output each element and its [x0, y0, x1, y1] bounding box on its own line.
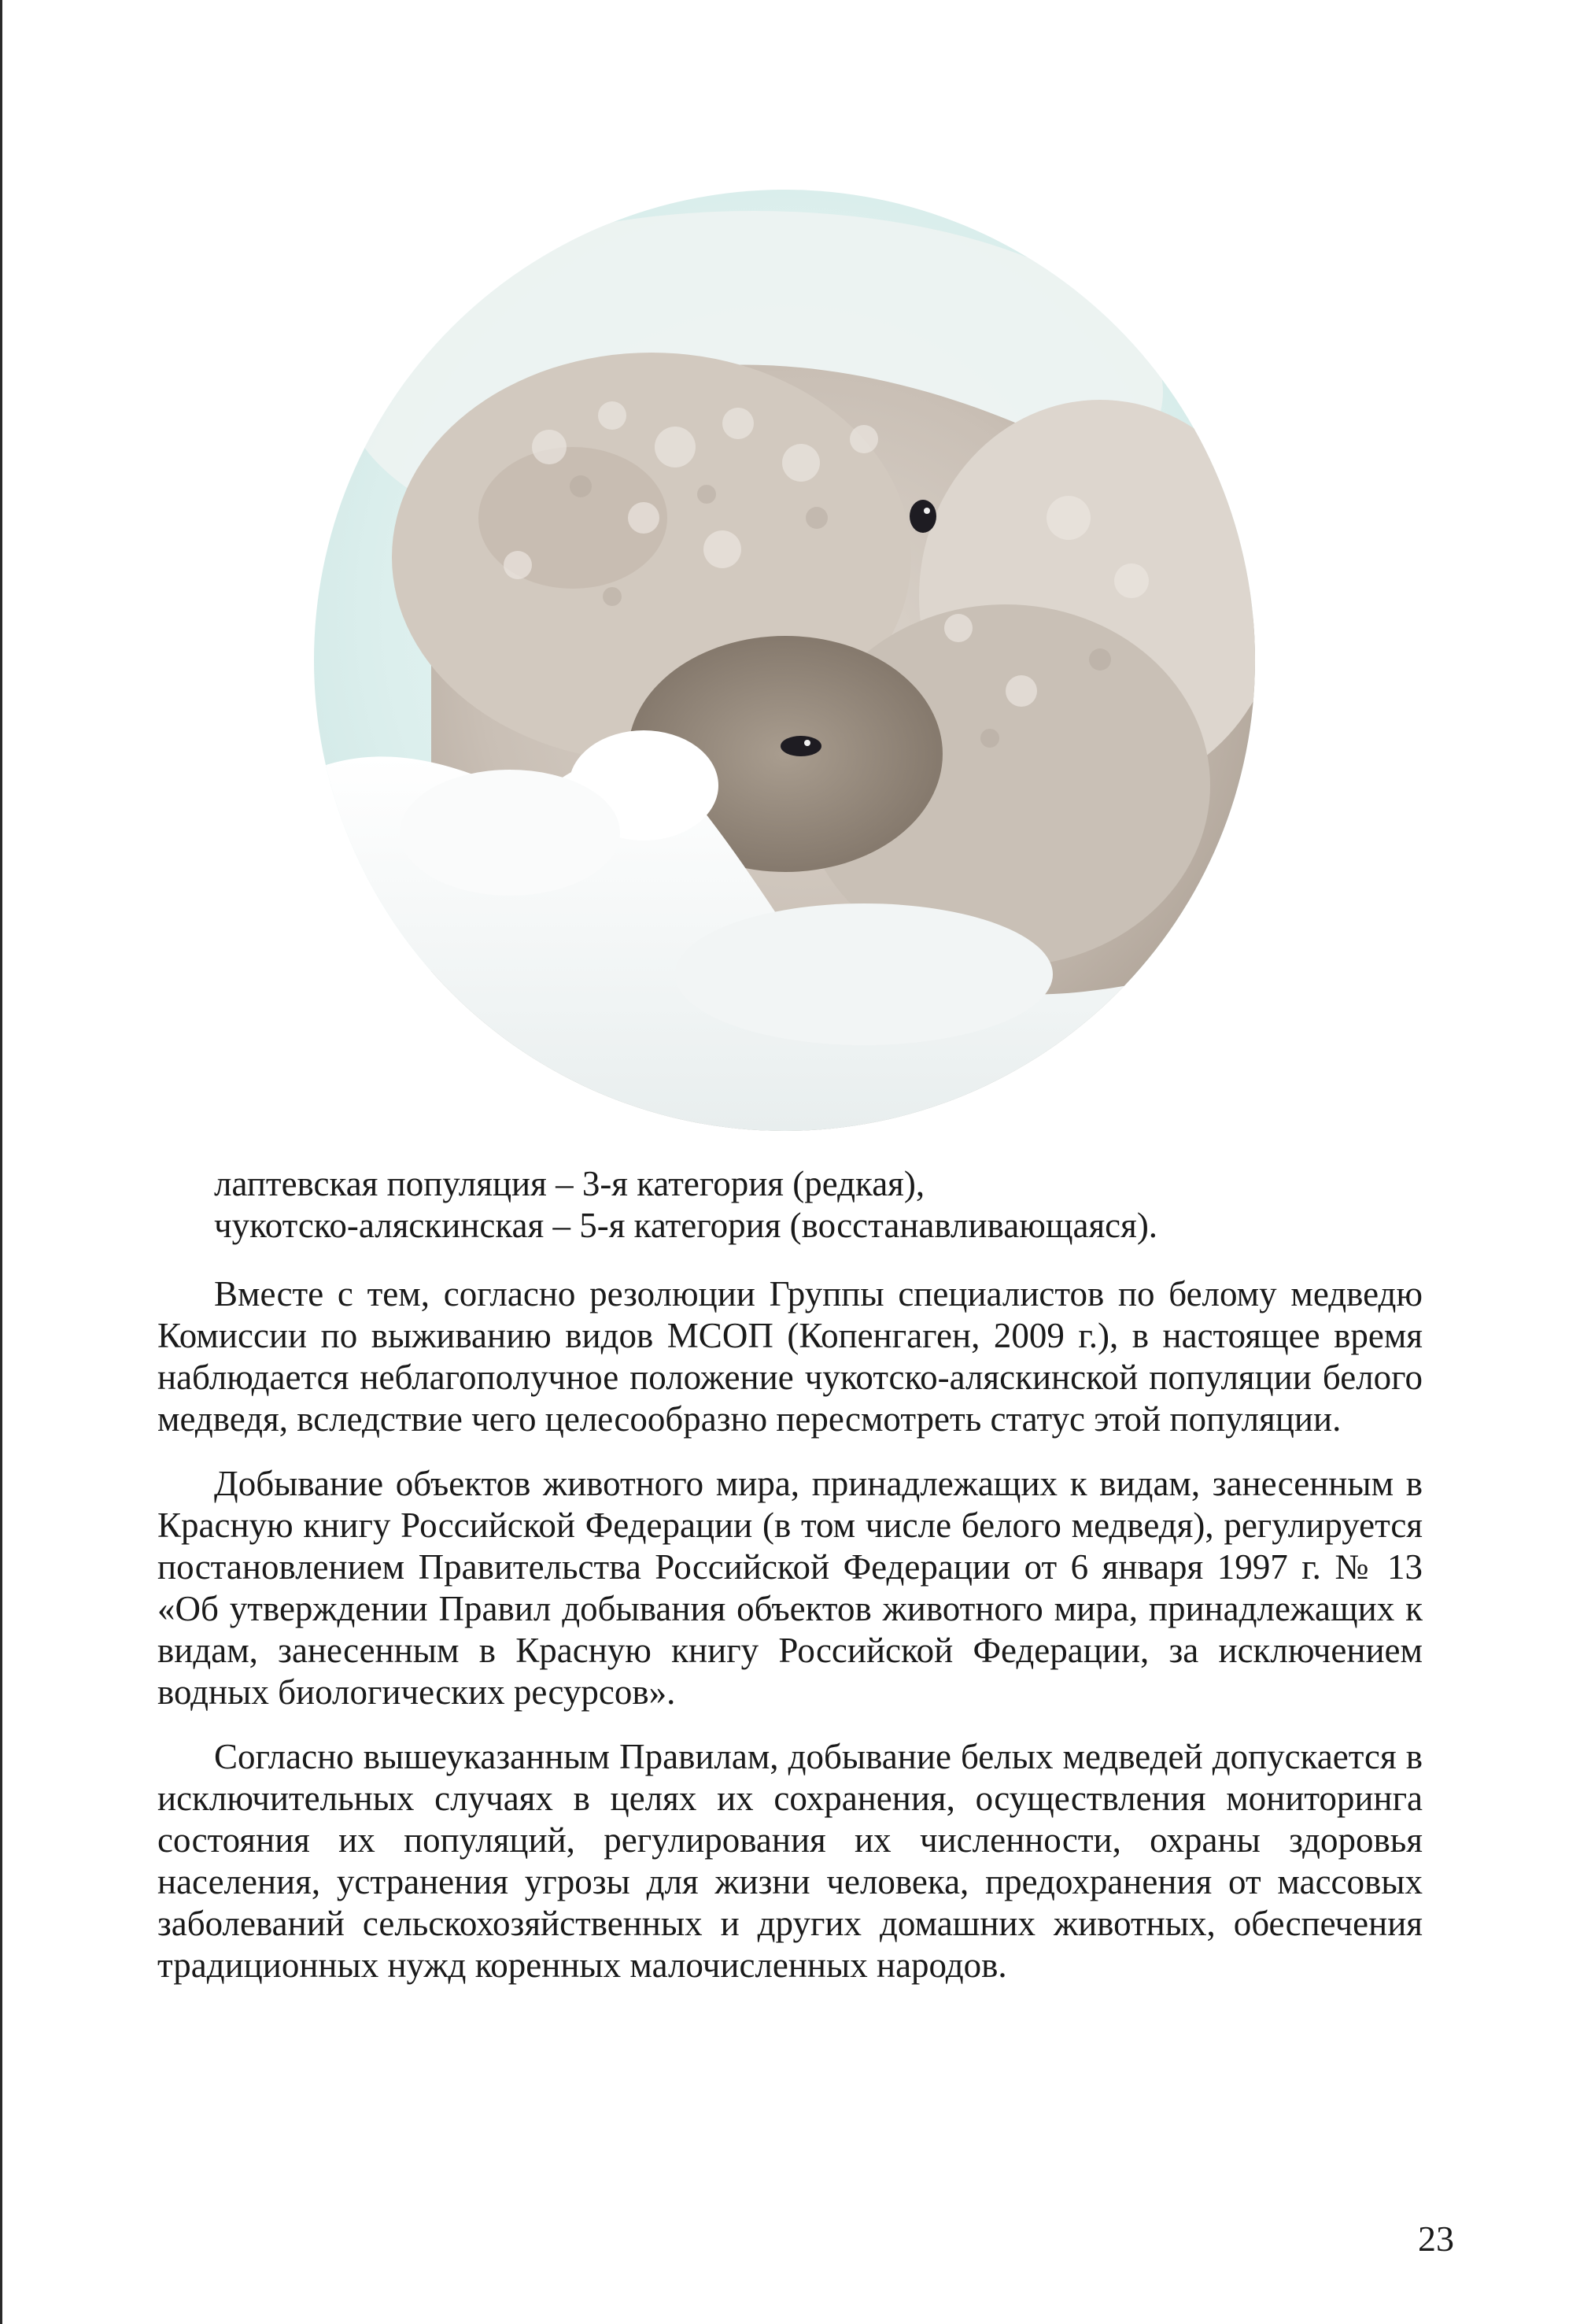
paragraph: Добывание объектов животного мира, принадлежащих к видам, занесенным в Красную книгу Российской Федерации (в том числе белого медведя), регулируется постановлением Правительства Российской Федерации от 6 января 1997 г. № 13 «Об утверждении Правил добывания объектов животного мира, принадлежащих к видам, занесенным в Красную книгу Российской Федерации, за исключением водных биологических ресурсов».	[157, 1464, 1423, 1712]
page-edge-line	[0, 0, 2, 2324]
list-item: чукотско-аляскинская – 5-я категория (восстанавливающаяся).	[214, 1206, 1158, 1245]
paragraph: Вместе с тем, согласно резолюции Группы специалистов по белому медведю Комиссии по выживанию видов МСОП (Копенгаген, 2009 г.), в настоящее время наблюдается неблагополучное положение чукотско-аляскинской популяции белого медведя, вследствие чего целесообразно пересмотреть статус этой популяции.	[157, 1274, 1423, 1439]
list-item: лаптевская популяция – 3-я категория (редкая),	[214, 1164, 925, 1203]
body-text	[157, 1273, 1423, 2009]
category-list	[157, 1163, 1423, 1247]
polar-bear-cub-illustration	[313, 187, 1256, 1133]
page-number: 23	[1418, 2219, 1454, 2259]
polar-bear-cub-icon	[313, 187, 1256, 1133]
paragraph: Согласно вышеуказанным Правилам, добывание белых медведей допускается в исключительных случаях в целях их сохранения, осуществления мониторинга состояния их популяций, регулирования их численности, охраны здоровья населения, устранения угрозы для жизни человека, предохранения от массовых заболеваний сельскохозяйственных и других домашних животных, обеспечения традиционных нужд коренных малочисленных народов.	[157, 1737, 1423, 1985]
